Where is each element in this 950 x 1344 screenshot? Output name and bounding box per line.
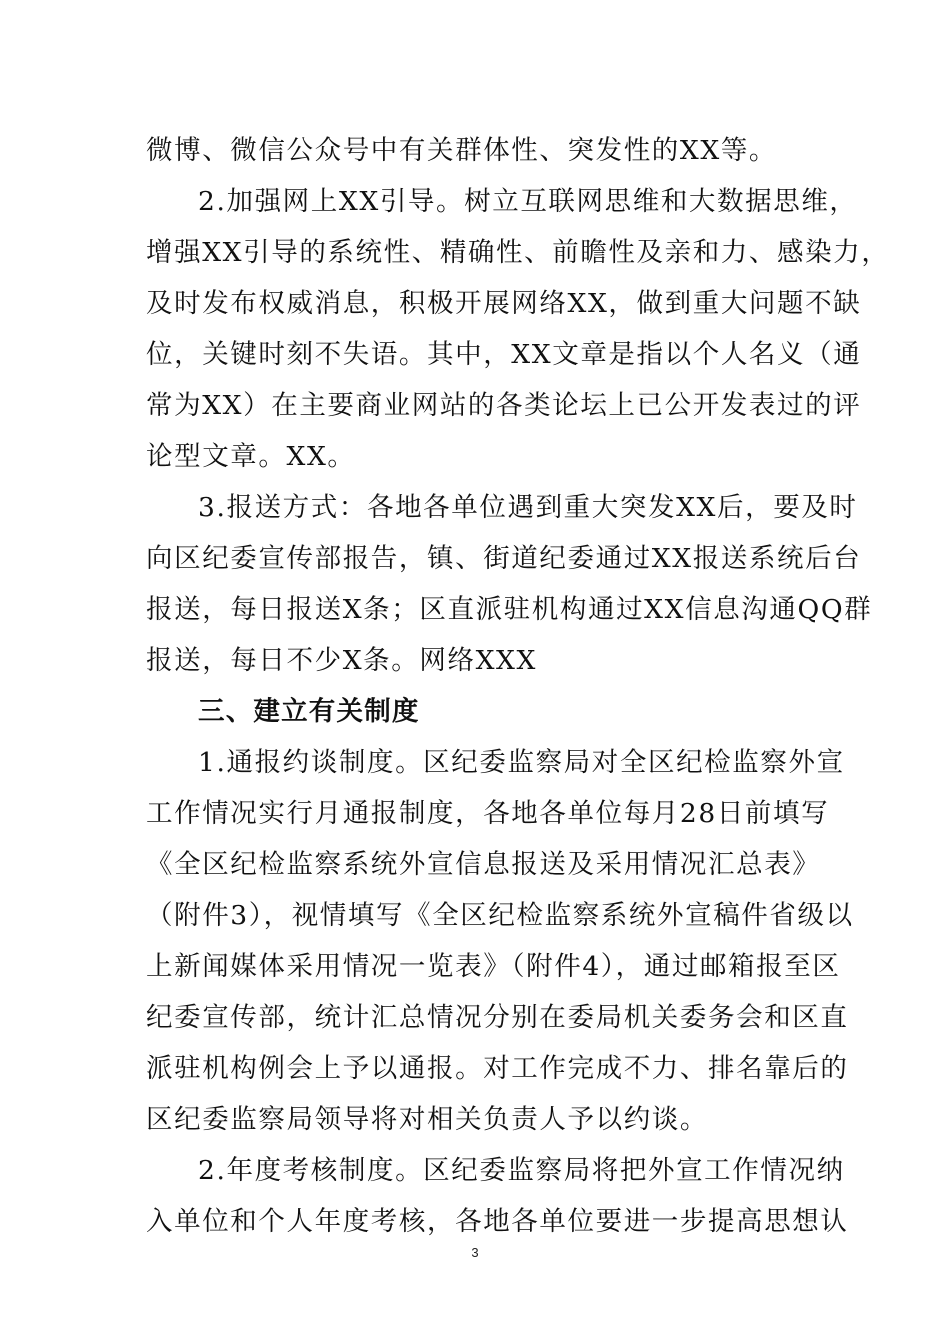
paragraph-line: 2.加强网上XX引导。树立互联网思维和大数据思维，	[198, 186, 858, 217]
paragraph-line: 1.通报约谈制度。区纪委监察局对全区纪检监察外宣	[198, 747, 845, 778]
paragraph-line: 增强XX引导的系统性、精确性、前瞻性及亲和力、感染力，	[146, 237, 890, 268]
paragraph-line: 工作情况实行月通报制度，各地各单位每月28日前填写	[146, 798, 830, 829]
paragraph-line: 位，关键时刻不失语。其中，XX文章是指以个人名义（通	[146, 339, 862, 370]
paragraph-line: 向区纪委宣传部报告，镇、街道纪委通过XX报送系统后台	[146, 543, 862, 574]
paragraph-line: 区纪委监察局领导将对相关负责人予以约谈。	[146, 1104, 708, 1135]
paragraph-line: 报送，每日报送X条；区直派驻机构通过XX信息沟通QQ群	[146, 594, 873, 625]
paragraph-line: 上新闻媒体采用情况一览表》（附件4），通过邮箱报至区	[146, 951, 841, 982]
paragraph-line: 入单位和个人年度考核，各地各单位要进一步提高思想认	[146, 1206, 849, 1237]
paragraph-line: 纪委宣传部，统计汇总情况分别在委局机关委务会和区直	[146, 1002, 849, 1033]
paragraph-line: 微博、微信公众号中有关群体性、突发性的XX等。	[146, 135, 778, 166]
paragraph-line: 常为XX）在主要商业网站的各类论坛上已公开发表过的评	[146, 390, 862, 421]
page-number: 3	[471, 1245, 479, 1260]
paragraph-line: 《全区纪检监察系统外宣信息报送及采用情况汇总表》	[146, 849, 821, 880]
section-heading: 三、建立有关制度	[198, 696, 420, 727]
paragraph-line: （附件3），视情填写《全区纪检监察系统外宣稿件省级以	[146, 900, 854, 931]
paragraph-line: 论型文章。XX。	[146, 441, 356, 472]
paragraph-line: 及时发布权威消息，积极开展网络XX，做到重大问题不缺	[146, 288, 862, 319]
paragraph-line: 3.报送方式：各地各单位遇到重大突发XX后，要及时	[198, 492, 858, 523]
paragraph-line: 2.年度考核制度。区纪委监察局将把外宣工作情况纳	[198, 1155, 845, 1186]
paragraph-line: 派驻机构例会上予以通报。对工作完成不力、排名靠后的	[146, 1053, 849, 1084]
paragraph-line: 报送，每日不少X条。网络XXX	[146, 645, 537, 676]
